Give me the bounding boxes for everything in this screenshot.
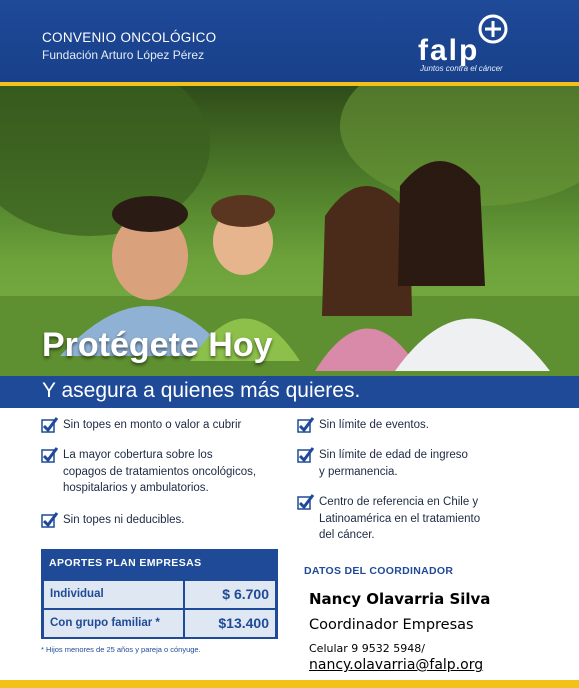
benefit-text: Sin límite de eventos. xyxy=(319,419,429,431)
benefit-text: La mayor cobertura sobre los copagos de tratamientos oncológicos, hospitalarios y ambulatorios. xyxy=(63,449,257,494)
benefit-text: Sin límite de edad de ingreso y permanencia. xyxy=(319,449,468,478)
falp-logo[interactable] xyxy=(418,14,538,74)
hero-headline: Protégete Hoy xyxy=(42,326,273,364)
coordinator-heading: DATOS DEL COORDINADOR xyxy=(304,565,454,577)
checkmark-icon xyxy=(297,447,315,463)
falp-logo-icon xyxy=(478,14,508,44)
header-banner xyxy=(0,0,579,82)
coordinator-email-link[interactable]: nancy.olavarria@falp.org xyxy=(309,657,484,673)
footnote: * Hijos menores de 25 años y pareja o cónyuge. xyxy=(41,645,201,654)
row-label: Individual xyxy=(50,588,104,600)
header-title: CONVENIO ONCOLÓGICO xyxy=(42,30,217,45)
coordinator-role: Coordinador Empresas xyxy=(309,617,474,633)
subtitle-band xyxy=(0,376,579,408)
checkmark-icon xyxy=(41,417,59,433)
benefit-item xyxy=(297,417,429,434)
logo-wordmark: falp xyxy=(418,34,480,67)
header-subtitle: Fundación Arturo López Pérez xyxy=(42,48,205,62)
benefit-item xyxy=(297,494,480,544)
benefit-text: Sin topes ni deducibles. xyxy=(63,514,185,526)
row-label: Con grupo familiar * xyxy=(50,617,160,629)
table-row xyxy=(44,581,275,608)
benefit-item xyxy=(41,447,256,497)
benefit-item xyxy=(297,447,468,480)
coordinator-name: Nancy Olavarria Silva xyxy=(309,590,491,608)
aportes-table xyxy=(41,549,278,639)
checkmark-icon xyxy=(41,447,59,463)
benefit-item xyxy=(41,512,184,529)
row-divider xyxy=(183,581,185,608)
aportes-title: APORTES PLAN EMPRESAS xyxy=(49,557,202,569)
row-divider xyxy=(183,610,185,637)
bottom-gold-bar xyxy=(0,680,579,688)
row-value: $13.400 xyxy=(218,615,269,631)
coordinator-phone: Celular 9 9532 5948/ xyxy=(309,642,425,655)
benefit-text: Centro de referencia en Chile y Latinoamérica en el tratamiento del cáncer. xyxy=(319,496,481,541)
logo-tagline: Juntos contra el cáncer xyxy=(420,64,503,73)
table-row xyxy=(44,610,275,637)
hero-subheadline: Y asegura a quienes más quieres. xyxy=(42,379,361,402)
checkmark-icon xyxy=(297,494,315,510)
checkmark-icon xyxy=(297,417,315,433)
checkmark-icon xyxy=(41,512,59,528)
benefit-text: Sin topes en monto o valor a cubrir xyxy=(63,419,242,431)
row-value: $ 6.700 xyxy=(222,586,269,602)
benefit-item xyxy=(41,417,241,434)
